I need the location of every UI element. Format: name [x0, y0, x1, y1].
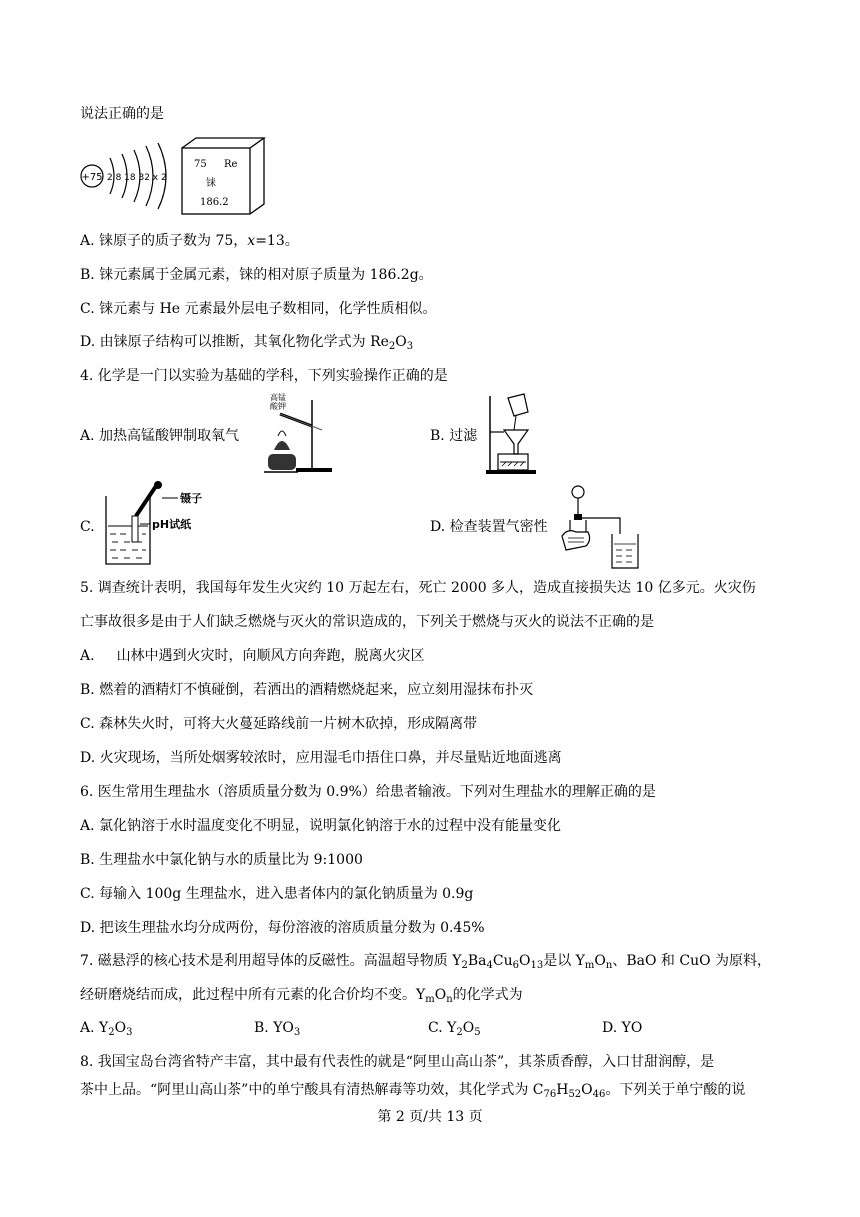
- q4-option-d: D. 检查装置气密性: [430, 519, 548, 535]
- q7-option-a: A. $Y_2O_3$: [80, 1020, 133, 1038]
- tweezers-label: 镊子: [180, 492, 202, 505]
- element-name: 铼: [206, 178, 216, 189]
- q8-stem-line1: 8. 我国宝岛台湾省特产丰富，其中最有代表性的就是“阿里山高山茶”，其茶质香醇，入口甘甜润醇，是: [80, 1054, 715, 1070]
- q6-option-b: B. 生理盐水中氯化钠与水的质量比为 9:1000: [80, 852, 363, 868]
- q7-option-c: C. $Y_2O_5$: [428, 1020, 481, 1038]
- q3-option-d: D. 由铼原子结构可以推断，其氧化物化学式为 $Re_2O_3$: [80, 334, 414, 352]
- element-symbol: Re: [224, 159, 238, 170]
- q4-option-c: C.: [80, 519, 95, 535]
- q5-option-d: D. 火灾现场，当所处烟雾较浓时，应用湿毛巾捂住口鼻，并尽量贴近地面逃离: [80, 750, 562, 766]
- ph-test-diagram: [98, 480, 228, 570]
- q5-option-c: C. 森林失火时，可将大火蔓延路线前一片树木砍掉，形成隔离带: [80, 716, 478, 732]
- q7-stem-line2: 经研磨烧结而成，此过程中所有元素的化合价均不变。$Y_mO_n$的化学式为: [80, 987, 523, 1005]
- nucleus-charge: +75: [81, 172, 103, 183]
- q5-option-b: B. 燃着的酒精灯不慎碰倒，若洒出的酒精燃烧起来，应立刻用湿抹布扑灭: [80, 682, 534, 698]
- q8-stem-line2: 茶中上品。“阿里山高山茶”中的单宁酸具有清热解毒等功效，其化学式为 $C_{76}H_{52}O_{46}$。下列关于单宁酸的说: [80, 1082, 746, 1100]
- element-cell-diagram: [180, 136, 270, 216]
- ph-paper-label: pH试纸: [152, 518, 192, 531]
- q6-option-c: C. 每输入 100g 生理盐水，进入患者体内的氯化钠质量为 0.9g: [80, 886, 474, 902]
- q7-option-d: D. YO: [602, 1020, 643, 1036]
- page-footer: 第 2 页/共 13 页: [377, 1109, 483, 1125]
- q7-stem-line1: 7. 磁悬浮的核心技术是利用超导体的反磁性。高温超导物质 $Y_2Ba_4Cu_6O_{13}$是以 $Y_mO_n$、BaO 和 CuO 为原料，: [80, 953, 772, 971]
- q7-option-b: B. $YO_3$: [254, 1020, 301, 1038]
- q4-option-a: A. 加热高锰酸钾制取氧气: [80, 428, 240, 444]
- q6-stem: 6. 医生常用生理盐水（溶质质量分数为 0.9%）给患者输液。下列对生理盐水的理解正确的是: [80, 784, 656, 800]
- q4-option-b: B. 过滤: [430, 428, 478, 444]
- shell-electron-numbers: 2 8 18 32 x 2: [107, 173, 167, 183]
- atomic-structure-diagram: [78, 138, 178, 214]
- heating-apparatus-diagram: [256, 390, 336, 476]
- q4-stem: 4. 化学是一门以实验为基础的学科，下列实验操作正确的是: [80, 368, 448, 384]
- intro-text: 说法正确的是: [80, 106, 164, 122]
- q5-stem-line2: 亡事故很多是由于人们缺乏燃烧与灭火的常识造成的，下列关于燃烧与灭火的说法不正确的是: [80, 614, 654, 630]
- q3-option-a: A. 铼原子的质子数为 75，x=13。: [80, 233, 299, 249]
- svg-text:酸钾: 酸钾: [270, 402, 286, 411]
- filtration-diagram: [484, 390, 544, 476]
- q3-option-c: C. 铼元素与 He 元素最外层电子数相同，化学性质相似。: [80, 301, 437, 317]
- airtightness-check-diagram: [560, 480, 650, 576]
- q3-option-b: B. 铼元素属于金属元素，铼的相对原子质量为 186.2g。: [80, 267, 433, 283]
- q6-option-a: A. 氯化钠溶于水时温度变化不明显，说明氯化钠溶于水的过程中没有能量变化: [80, 818, 562, 834]
- svg-text:高锰: 高锰: [270, 393, 286, 402]
- element-mass: 186.2: [200, 197, 229, 208]
- element-number: 75: [194, 159, 207, 170]
- q5-option-a: A. 山林中遇到火灾时，向顺风方向奔跑，脱离火灾区: [80, 648, 425, 664]
- q6-option-d: D. 把该生理盐水均分成两份，每份溶液的溶质质量分数为 0.45%: [80, 920, 485, 936]
- q5-stem-line1: 5. 调查统计表明，我国每年发生火灾约 10 万起左右，死亡 2000 多人，造成直接损失达 10 亿多元。火灾伤: [80, 580, 756, 596]
